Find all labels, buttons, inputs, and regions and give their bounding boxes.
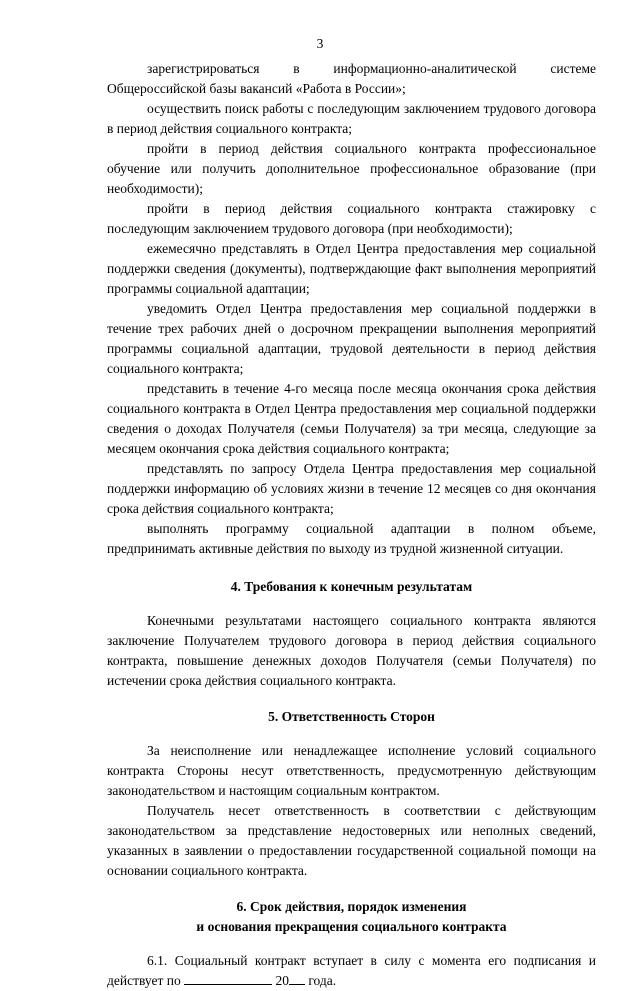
section-4-title: 4. Требования к конечным результатам <box>230 579 473 594</box>
obligation-item: выполнять программу социальной адаптации в полном объеме, предпринимать активные действия по выходу из трудной жизненной ситуации. <box>107 521 596 556</box>
obligation-item: представлять по запросу Отдела Центра предоставления мер социальной поддержки информацию об условиях жизни в течение 12 месяцев со дня окончания срока действия социального контракта; <box>107 461 596 516</box>
clause-year-prefix: 20 <box>275 973 289 988</box>
date-blank-field <box>184 971 272 985</box>
section-6-title <box>107 897 596 937</box>
section-5-paragraph: Получатель несет ответственность в соответствии с действующим законодательством за представление недостоверных или неполных сведений, указанных в заявлении о предоставлении государственной социальной помощи на основании социального контракта. <box>107 803 596 878</box>
obligation-item: осуществить поиск работы с последующим заключением трудового договора в период действия социального контракта; <box>107 101 596 136</box>
obligation-item: пройти в период действия социального контракта профессиональное обучение или получить дополнительное профессиональное образование (при необходимости); <box>107 141 596 196</box>
section-6-clause <box>107 951 596 991</box>
obligations-list <box>107 59 596 559</box>
section-5-paragraph: За неисполнение или ненадлежащее исполнение условий социального контракта Стороны несут ответственность, предусмотренную действующим законодательством и настоящим социальным контрактом. <box>107 743 596 798</box>
obligation-item: зарегистрироваться в информационно-аналитической системе Общероссийской базы вакансий «Работа в России»; <box>107 61 596 96</box>
obligation-item: уведомить Отдел Центра предоставления мер социальной поддержки в течение трех рабочих дней о досрочном прекращении выполнения мероприятий программы социальной адаптации, трудовой деятельности в период действия социального контракта; <box>107 301 596 376</box>
section-4-paragraph: Конечными результатами настоящего социального контракта являются заключение Получателем трудового договора в период действия социального контракта, повышение денежных доходов Получателя (семьи Получателя) по истечении срока действия социального контракта. <box>107 613 596 688</box>
obligation-item: пройти в период действия социального контракта стажировку с последующим заключением трудового договора (при необходимости); <box>107 201 596 236</box>
page-number: 3 <box>316 36 324 51</box>
obligation-item: ежемесячно представлять в Отдел Центра предоставления мер социальной поддержки сведения (документы), подтверждающие факт выполнения мероприятий программы социальной адаптации; <box>107 241 596 296</box>
obligation-item: представить в течение 4-го месяца после месяца окончания срока действия социального контракта в Отдел Центра предоставления мер социальной поддержки сведения о доходах Получателя (семьи Получателя) за три месяца, следующие за месяцем окончания срока действия социального контракта; <box>107 381 596 456</box>
clause-text: 6.1. Социальный контракт вступает в силу с момента его подписания и действует по <box>107 953 596 988</box>
year-blank-field <box>289 971 305 985</box>
clause-end: года. <box>308 973 337 988</box>
section-5-title: 5. Ответственность Сторон <box>268 709 435 724</box>
section-6-title-line1: 6. Срок действия, порядок изменения <box>236 899 467 914</box>
section-6-title-line2: и основания прекращения социального контракта <box>196 919 507 934</box>
document-body <box>107 59 596 991</box>
